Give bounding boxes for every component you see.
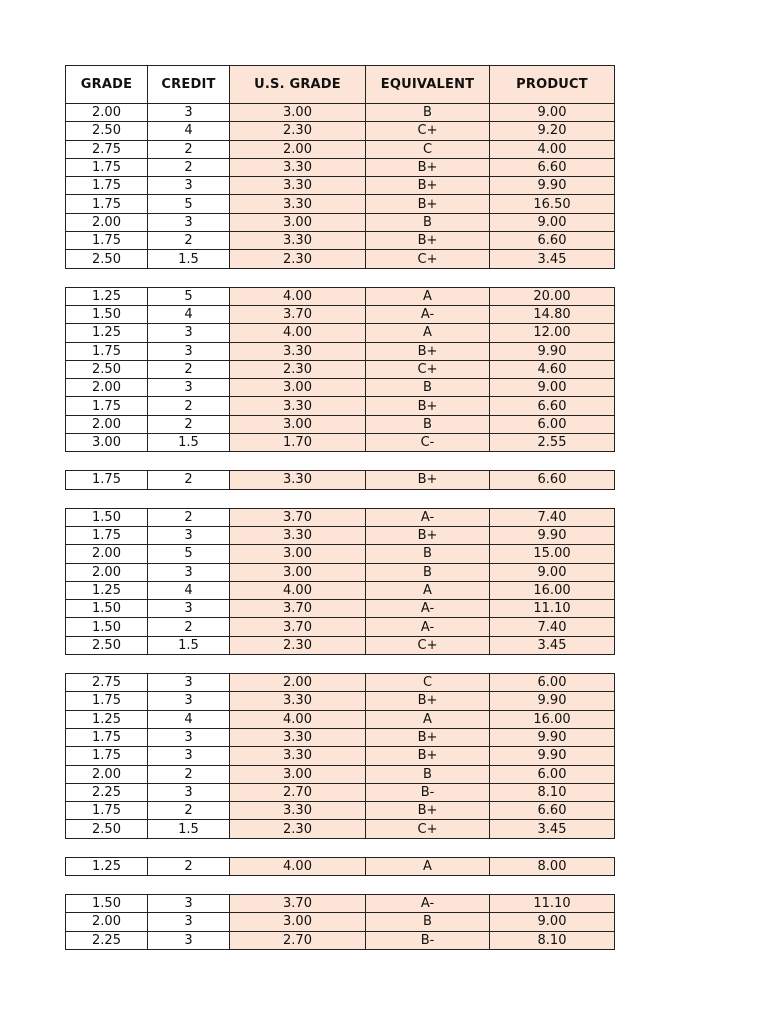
grade-cell: 1.75	[66, 397, 148, 415]
grade-cell: 2.75	[66, 140, 148, 158]
us-grade-cell: 3.30	[230, 802, 366, 820]
product-cell: 6.60	[490, 802, 615, 820]
product-cell: 20.00	[490, 287, 615, 305]
product-cell: 16.00	[490, 581, 615, 599]
us-grade-cell: 3.00	[230, 415, 366, 433]
equivalent-cell: C	[366, 674, 490, 692]
us-grade-cell: 2.30	[230, 360, 366, 378]
table-row	[66, 563, 615, 581]
equivalent-cell: C-	[366, 434, 490, 452]
table-row	[66, 471, 615, 489]
equivalent-cell: B	[366, 765, 490, 783]
product-cell: 8.10	[490, 783, 615, 801]
credit-cell: 2	[148, 158, 230, 176]
us-grade-cell: 3.00	[230, 379, 366, 397]
us-grade-cell: 3.30	[230, 692, 366, 710]
product-cell: 6.60	[490, 232, 615, 250]
product-cell: 16.00	[490, 710, 615, 728]
credit-cell: 5	[148, 195, 230, 213]
grade-table-group-3	[65, 470, 615, 489]
credit-cell: 3	[148, 747, 230, 765]
grade-cell: 2.50	[66, 122, 148, 140]
us-grade-cell: 4.00	[230, 857, 366, 875]
grade-cell: 1.25	[66, 581, 148, 599]
credit-cell: 3	[148, 913, 230, 931]
table-row	[66, 545, 615, 563]
grade-cell: 1.75	[66, 177, 148, 195]
product-cell: 7.40	[490, 508, 615, 526]
credit-cell: 5	[148, 545, 230, 563]
us-grade-cell: 2.30	[230, 122, 366, 140]
us-grade-cell: 4.00	[230, 287, 366, 305]
us-grade-cell: 2.70	[230, 931, 366, 949]
us-grade-cell: 3.00	[230, 913, 366, 931]
product-cell: 6.60	[490, 158, 615, 176]
equivalent-cell: B	[366, 213, 490, 231]
credit-cell: 2	[148, 471, 230, 489]
grade-cell: 2.50	[66, 636, 148, 654]
credit-cell: 3	[148, 213, 230, 231]
equivalent-cell: B-	[366, 931, 490, 949]
product-cell: 7.40	[490, 618, 615, 636]
us-grade-cell: 3.30	[230, 232, 366, 250]
credit-cell: 1.5	[148, 434, 230, 452]
grade-cell: 1.75	[66, 195, 148, 213]
grade-cell: 1.75	[66, 158, 148, 176]
table-row	[66, 140, 615, 158]
us-grade-cell: 2.30	[230, 250, 366, 268]
product-cell: 9.90	[490, 747, 615, 765]
credit-cell: 4	[148, 122, 230, 140]
grade-cell: 1.50	[66, 508, 148, 526]
credit-cell: 3	[148, 692, 230, 710]
us-grade-cell: 3.70	[230, 305, 366, 323]
group-body	[66, 471, 615, 489]
credit-cell: 3	[148, 931, 230, 949]
equivalent-cell: B	[366, 379, 490, 397]
credit-cell: 3	[148, 526, 230, 544]
table-row	[66, 360, 615, 378]
credit-cell: 2	[148, 415, 230, 433]
credit-cell: 2	[148, 397, 230, 415]
equivalent-cell: A	[366, 287, 490, 305]
credit-cell: 3	[148, 783, 230, 801]
credit-cell: 3	[148, 379, 230, 397]
table-row	[66, 397, 615, 415]
us-grade-cell: 2.00	[230, 674, 366, 692]
table-row	[66, 894, 615, 912]
us-grade-cell: 3.00	[230, 104, 366, 122]
us-grade-cell: 3.00	[230, 765, 366, 783]
product-cell: 2.55	[490, 434, 615, 452]
grade-cell: 1.25	[66, 710, 148, 728]
grade-cell: 2.50	[66, 360, 148, 378]
credit-cell: 4	[148, 581, 230, 599]
grade-cell: 2.50	[66, 250, 148, 268]
group-body	[66, 894, 615, 949]
us-grade-cell: 3.00	[230, 213, 366, 231]
product-cell: 6.00	[490, 765, 615, 783]
equivalent-cell: C+	[366, 250, 490, 268]
table-row	[66, 324, 615, 342]
table-row	[66, 820, 615, 838]
product-cell: 3.45	[490, 820, 615, 838]
header-credit: CREDIT	[148, 66, 230, 104]
equivalent-cell: C+	[366, 122, 490, 140]
product-cell: 9.00	[490, 104, 615, 122]
credit-cell: 3	[148, 894, 230, 912]
equivalent-cell: B+	[366, 747, 490, 765]
grade-cell: 1.50	[66, 600, 148, 618]
product-cell: 11.10	[490, 894, 615, 912]
grade-table-group-5	[65, 673, 615, 839]
equivalent-cell: B+	[366, 232, 490, 250]
table-row	[66, 379, 615, 397]
grade-cell: 2.00	[66, 563, 148, 581]
header-us-grade: U.S. GRADE	[230, 66, 366, 104]
us-grade-cell: 3.70	[230, 618, 366, 636]
table-row	[66, 802, 615, 820]
grade-cell: 2.00	[66, 415, 148, 433]
product-cell: 9.90	[490, 177, 615, 195]
grade-table-group-7	[65, 894, 615, 950]
table-row	[66, 783, 615, 801]
equivalent-cell: B+	[366, 397, 490, 415]
table-row	[66, 765, 615, 783]
product-cell: 15.00	[490, 545, 615, 563]
group-body	[66, 287, 615, 452]
product-cell: 9.20	[490, 122, 615, 140]
credit-cell: 3	[148, 104, 230, 122]
product-cell: 6.60	[490, 397, 615, 415]
credit-cell: 3	[148, 674, 230, 692]
table-row	[66, 287, 615, 305]
us-grade-cell: 3.30	[230, 177, 366, 195]
table-row	[66, 618, 615, 636]
us-grade-cell: 2.30	[230, 820, 366, 838]
grade-cell: 1.50	[66, 894, 148, 912]
credit-cell: 2	[148, 232, 230, 250]
header-grade: GRADE	[66, 66, 148, 104]
equivalent-cell: C+	[366, 360, 490, 378]
equivalent-cell: A	[366, 710, 490, 728]
credit-cell: 1.5	[148, 636, 230, 654]
table-row	[66, 342, 615, 360]
equivalent-cell: B+	[366, 692, 490, 710]
grade-cell: 3.00	[66, 434, 148, 452]
product-cell: 9.90	[490, 728, 615, 746]
equivalent-cell: B+	[366, 526, 490, 544]
table-row	[66, 728, 615, 746]
equivalent-cell: A-	[366, 894, 490, 912]
grade-table-group-1	[65, 65, 615, 269]
credit-cell: 3	[148, 177, 230, 195]
grade-cell: 2.00	[66, 765, 148, 783]
equivalent-cell: B	[366, 415, 490, 433]
group-body	[66, 508, 615, 654]
table-row	[66, 857, 615, 875]
grade-cell: 2.00	[66, 379, 148, 397]
table-row	[66, 710, 615, 728]
product-cell: 6.00	[490, 415, 615, 433]
equivalent-cell: A-	[366, 600, 490, 618]
us-grade-cell: 3.30	[230, 747, 366, 765]
grade-cell: 2.00	[66, 213, 148, 231]
us-grade-cell: 3.30	[230, 397, 366, 415]
table-row	[66, 195, 615, 213]
grade-cell: 1.75	[66, 471, 148, 489]
table-row	[66, 415, 615, 433]
equivalent-cell: A-	[366, 508, 490, 526]
table-row	[66, 232, 615, 250]
credit-cell: 4	[148, 305, 230, 323]
us-grade-cell: 4.00	[230, 581, 366, 599]
equivalent-cell: B	[366, 563, 490, 581]
credit-cell: 3	[148, 324, 230, 342]
credit-cell: 2	[148, 508, 230, 526]
table-row	[66, 305, 615, 323]
credit-cell: 3	[148, 563, 230, 581]
grade-cell: 2.00	[66, 104, 148, 122]
grade-cell: 1.75	[66, 728, 148, 746]
product-cell: 8.00	[490, 857, 615, 875]
header-product: PRODUCT	[490, 66, 615, 104]
equivalent-cell: B+	[366, 195, 490, 213]
equivalent-cell: A	[366, 857, 490, 875]
equivalent-cell: B-	[366, 783, 490, 801]
us-grade-cell: 4.00	[230, 710, 366, 728]
table-row	[66, 581, 615, 599]
product-cell: 8.10	[490, 931, 615, 949]
group-body	[66, 674, 615, 839]
grade-cell: 1.25	[66, 857, 148, 875]
product-cell: 9.00	[490, 379, 615, 397]
product-cell: 11.10	[490, 600, 615, 618]
grade-table-group-6	[65, 857, 615, 876]
grade-cell: 1.75	[66, 526, 148, 544]
table-row	[66, 600, 615, 618]
product-cell: 6.00	[490, 674, 615, 692]
grade-cell: 2.00	[66, 545, 148, 563]
equivalent-cell: B	[366, 104, 490, 122]
equivalent-cell: B+	[366, 177, 490, 195]
credit-cell: 3	[148, 342, 230, 360]
product-cell: 9.90	[490, 692, 615, 710]
table-row	[66, 213, 615, 231]
us-grade-cell: 3.30	[230, 342, 366, 360]
equivalent-cell: B+	[366, 728, 490, 746]
us-grade-cell: 2.30	[230, 636, 366, 654]
product-cell: 6.60	[490, 471, 615, 489]
product-cell: 9.90	[490, 342, 615, 360]
group-body	[66, 857, 615, 875]
product-cell: 9.00	[490, 913, 615, 931]
product-cell: 9.00	[490, 563, 615, 581]
us-grade-cell: 1.70	[230, 434, 366, 452]
us-grade-cell: 3.00	[230, 545, 366, 563]
table-row	[66, 747, 615, 765]
us-grade-cell: 3.30	[230, 158, 366, 176]
product-cell: 4.00	[490, 140, 615, 158]
grade-sheet	[65, 65, 614, 950]
credit-cell: 2	[148, 857, 230, 875]
equivalent-cell: A-	[366, 305, 490, 323]
equivalent-cell: A	[366, 324, 490, 342]
table-row	[66, 636, 615, 654]
product-cell: 9.90	[490, 526, 615, 544]
us-grade-cell: 3.30	[230, 728, 366, 746]
table-row	[66, 434, 615, 452]
credit-cell: 2	[148, 360, 230, 378]
grade-cell: 2.25	[66, 783, 148, 801]
equivalent-cell: B+	[366, 802, 490, 820]
equivalent-cell: C	[366, 140, 490, 158]
credit-cell: 3	[148, 600, 230, 618]
table-row	[66, 913, 615, 931]
equivalent-cell: A-	[366, 618, 490, 636]
equivalent-cell: A	[366, 581, 490, 599]
grade-cell: 1.50	[66, 305, 148, 323]
table-row	[66, 122, 615, 140]
equivalent-cell: B	[366, 545, 490, 563]
table-row	[66, 177, 615, 195]
us-grade-cell: 3.70	[230, 894, 366, 912]
grade-cell: 1.75	[66, 747, 148, 765]
equivalent-cell: B+	[366, 471, 490, 489]
us-grade-cell: 2.70	[230, 783, 366, 801]
table-row	[66, 526, 615, 544]
table-row	[66, 931, 615, 949]
credit-cell: 4	[148, 710, 230, 728]
grade-table-group-4	[65, 508, 615, 655]
product-cell: 12.00	[490, 324, 615, 342]
us-grade-cell: 3.00	[230, 563, 366, 581]
us-grade-cell: 2.00	[230, 140, 366, 158]
us-grade-cell: 4.00	[230, 324, 366, 342]
header-row	[66, 66, 615, 104]
product-cell: 14.80	[490, 305, 615, 323]
grade-cell: 1.50	[66, 618, 148, 636]
credit-cell: 3	[148, 728, 230, 746]
grade-cell: 1.75	[66, 342, 148, 360]
grade-cell: 2.75	[66, 674, 148, 692]
us-grade-cell: 3.70	[230, 508, 366, 526]
credit-cell: 5	[148, 287, 230, 305]
group-body	[66, 104, 615, 269]
grade-cell: 2.00	[66, 913, 148, 931]
us-grade-cell: 3.30	[230, 195, 366, 213]
grade-cell: 1.25	[66, 287, 148, 305]
credit-cell: 2	[148, 802, 230, 820]
table-row	[66, 674, 615, 692]
grade-cell: 1.75	[66, 802, 148, 820]
equivalent-cell: C+	[366, 636, 490, 654]
grade-table-group-2	[65, 287, 615, 453]
product-cell: 3.45	[490, 636, 615, 654]
equivalent-cell: B	[366, 913, 490, 931]
product-cell: 4.60	[490, 360, 615, 378]
grade-cell: 1.25	[66, 324, 148, 342]
credit-cell: 1.5	[148, 250, 230, 268]
us-grade-cell: 3.70	[230, 600, 366, 618]
grade-cell: 1.75	[66, 232, 148, 250]
equivalent-cell: B+	[366, 342, 490, 360]
table-row	[66, 692, 615, 710]
credit-cell: 2	[148, 618, 230, 636]
grade-cell: 2.25	[66, 931, 148, 949]
header-equivalent: EQUIVALENT	[366, 66, 490, 104]
us-grade-cell: 3.30	[230, 471, 366, 489]
us-grade-cell: 3.30	[230, 526, 366, 544]
table-row	[66, 158, 615, 176]
table-row	[66, 104, 615, 122]
credit-cell: 2	[148, 765, 230, 783]
credit-cell: 2	[148, 140, 230, 158]
product-cell: 16.50	[490, 195, 615, 213]
grade-cell: 1.75	[66, 692, 148, 710]
equivalent-cell: C+	[366, 820, 490, 838]
table-row	[66, 508, 615, 526]
table-row	[66, 250, 615, 268]
equivalent-cell: B+	[366, 158, 490, 176]
product-cell: 3.45	[490, 250, 615, 268]
grade-cell: 2.50	[66, 820, 148, 838]
credit-cell: 1.5	[148, 820, 230, 838]
product-cell: 9.00	[490, 213, 615, 231]
